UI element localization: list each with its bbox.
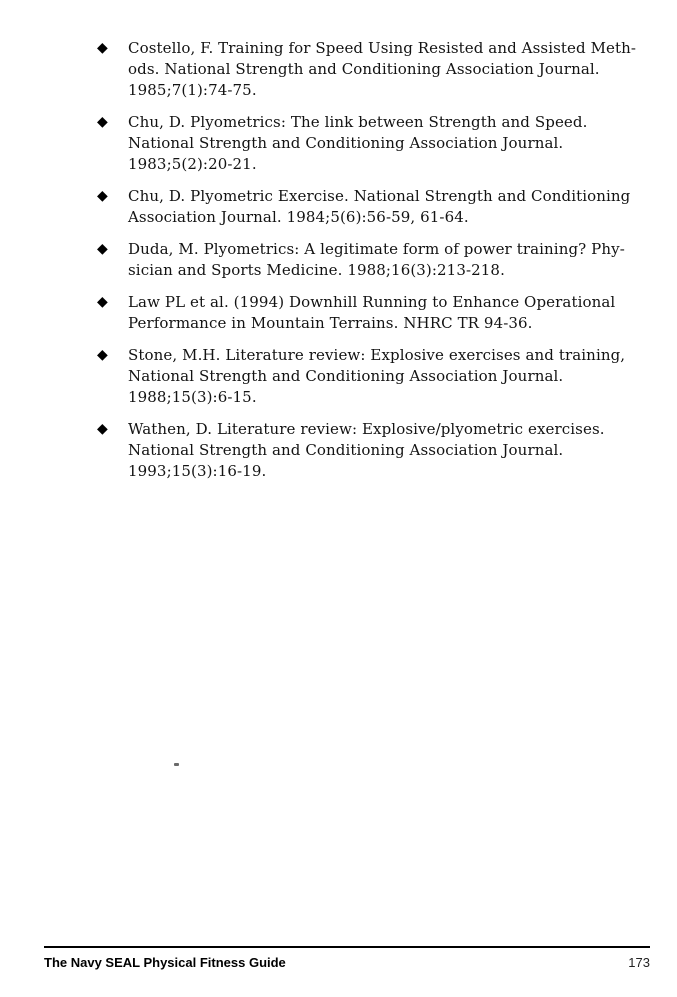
reference-text	[128, 419, 633, 482]
diamond-bullet-icon: ◆	[97, 347, 108, 363]
diamond-bullet-icon: ◆	[97, 114, 108, 130]
footer-title: The Navy SEAL Physical Fitness Guide	[44, 955, 286, 970]
reference-text	[128, 38, 637, 101]
scan-artifact	[174, 763, 179, 766]
reference-text	[128, 345, 633, 408]
page-footer	[44, 946, 650, 970]
diamond-bullet-icon: ◆	[97, 188, 108, 204]
reference-line: 1988;15(3):6-15.	[128, 388, 257, 406]
list-item	[97, 292, 637, 334]
diamond-bullet-icon: ◆	[97, 294, 108, 310]
list-item	[97, 112, 637, 175]
reference-line: Association Journal. 1984;5(6):56-59, 61-64.	[128, 208, 469, 226]
diamond-bullet-icon: ◆	[97, 40, 108, 56]
list-item	[97, 345, 637, 408]
reference-line: National Strength and Conditioning Association Journal.	[128, 134, 564, 152]
reference-list	[97, 38, 637, 493]
reference-line: ods. National Strength and Conditioning Association Journal.	[128, 60, 600, 78]
reference-line: Law PL et al. (1994) Downhill Running to Enhance Operational	[128, 293, 616, 311]
reference-line: 1985;7(1):74-75.	[128, 81, 257, 99]
list-item	[97, 186, 637, 228]
reference-line: National Strength and Conditioning Association Journal.	[128, 367, 564, 385]
reference-text	[128, 292, 633, 334]
page-number: 173	[628, 955, 650, 970]
reference-line: Duda, M. Plyometrics: A legitimate form of power training? Phy-	[128, 240, 625, 258]
reference-line: Chu, D. Plyometric Exercise. National Strength and Conditioning	[128, 187, 631, 205]
reference-line: National Strength and Conditioning Association Journal.	[128, 441, 564, 459]
reference-text	[128, 239, 633, 281]
reference-text	[128, 112, 633, 175]
footer-divider	[44, 946, 650, 948]
reference-line: 1993;15(3):16-19.	[128, 462, 267, 480]
reference-line: Stone, M.H. Literature review: Explosive exercises and training,	[128, 346, 626, 364]
diamond-bullet-icon: ◆	[97, 421, 108, 437]
reference-line: Chu, D. Plyometrics: The link between Strength and Speed.	[128, 113, 588, 131]
reference-text	[128, 186, 633, 228]
reference-line: sician and Sports Medicine. 1988;16(3):213-218.	[128, 261, 505, 279]
list-item	[97, 239, 637, 281]
footer-row	[44, 955, 650, 970]
list-item	[97, 419, 637, 482]
diamond-bullet-icon: ◆	[97, 241, 108, 257]
reference-line: Performance in Mountain Terrains. NHRC TR 94-36.	[128, 314, 533, 332]
reference-line: 1983;5(2):20-21.	[128, 155, 257, 173]
list-item	[97, 38, 637, 101]
reference-line: Wathen, D. Literature review: Explosive/plyometric exercises.	[128, 420, 605, 438]
reference-line: Costello, F. Training for Speed Using Resisted and Assisted Meth-	[128, 39, 637, 57]
